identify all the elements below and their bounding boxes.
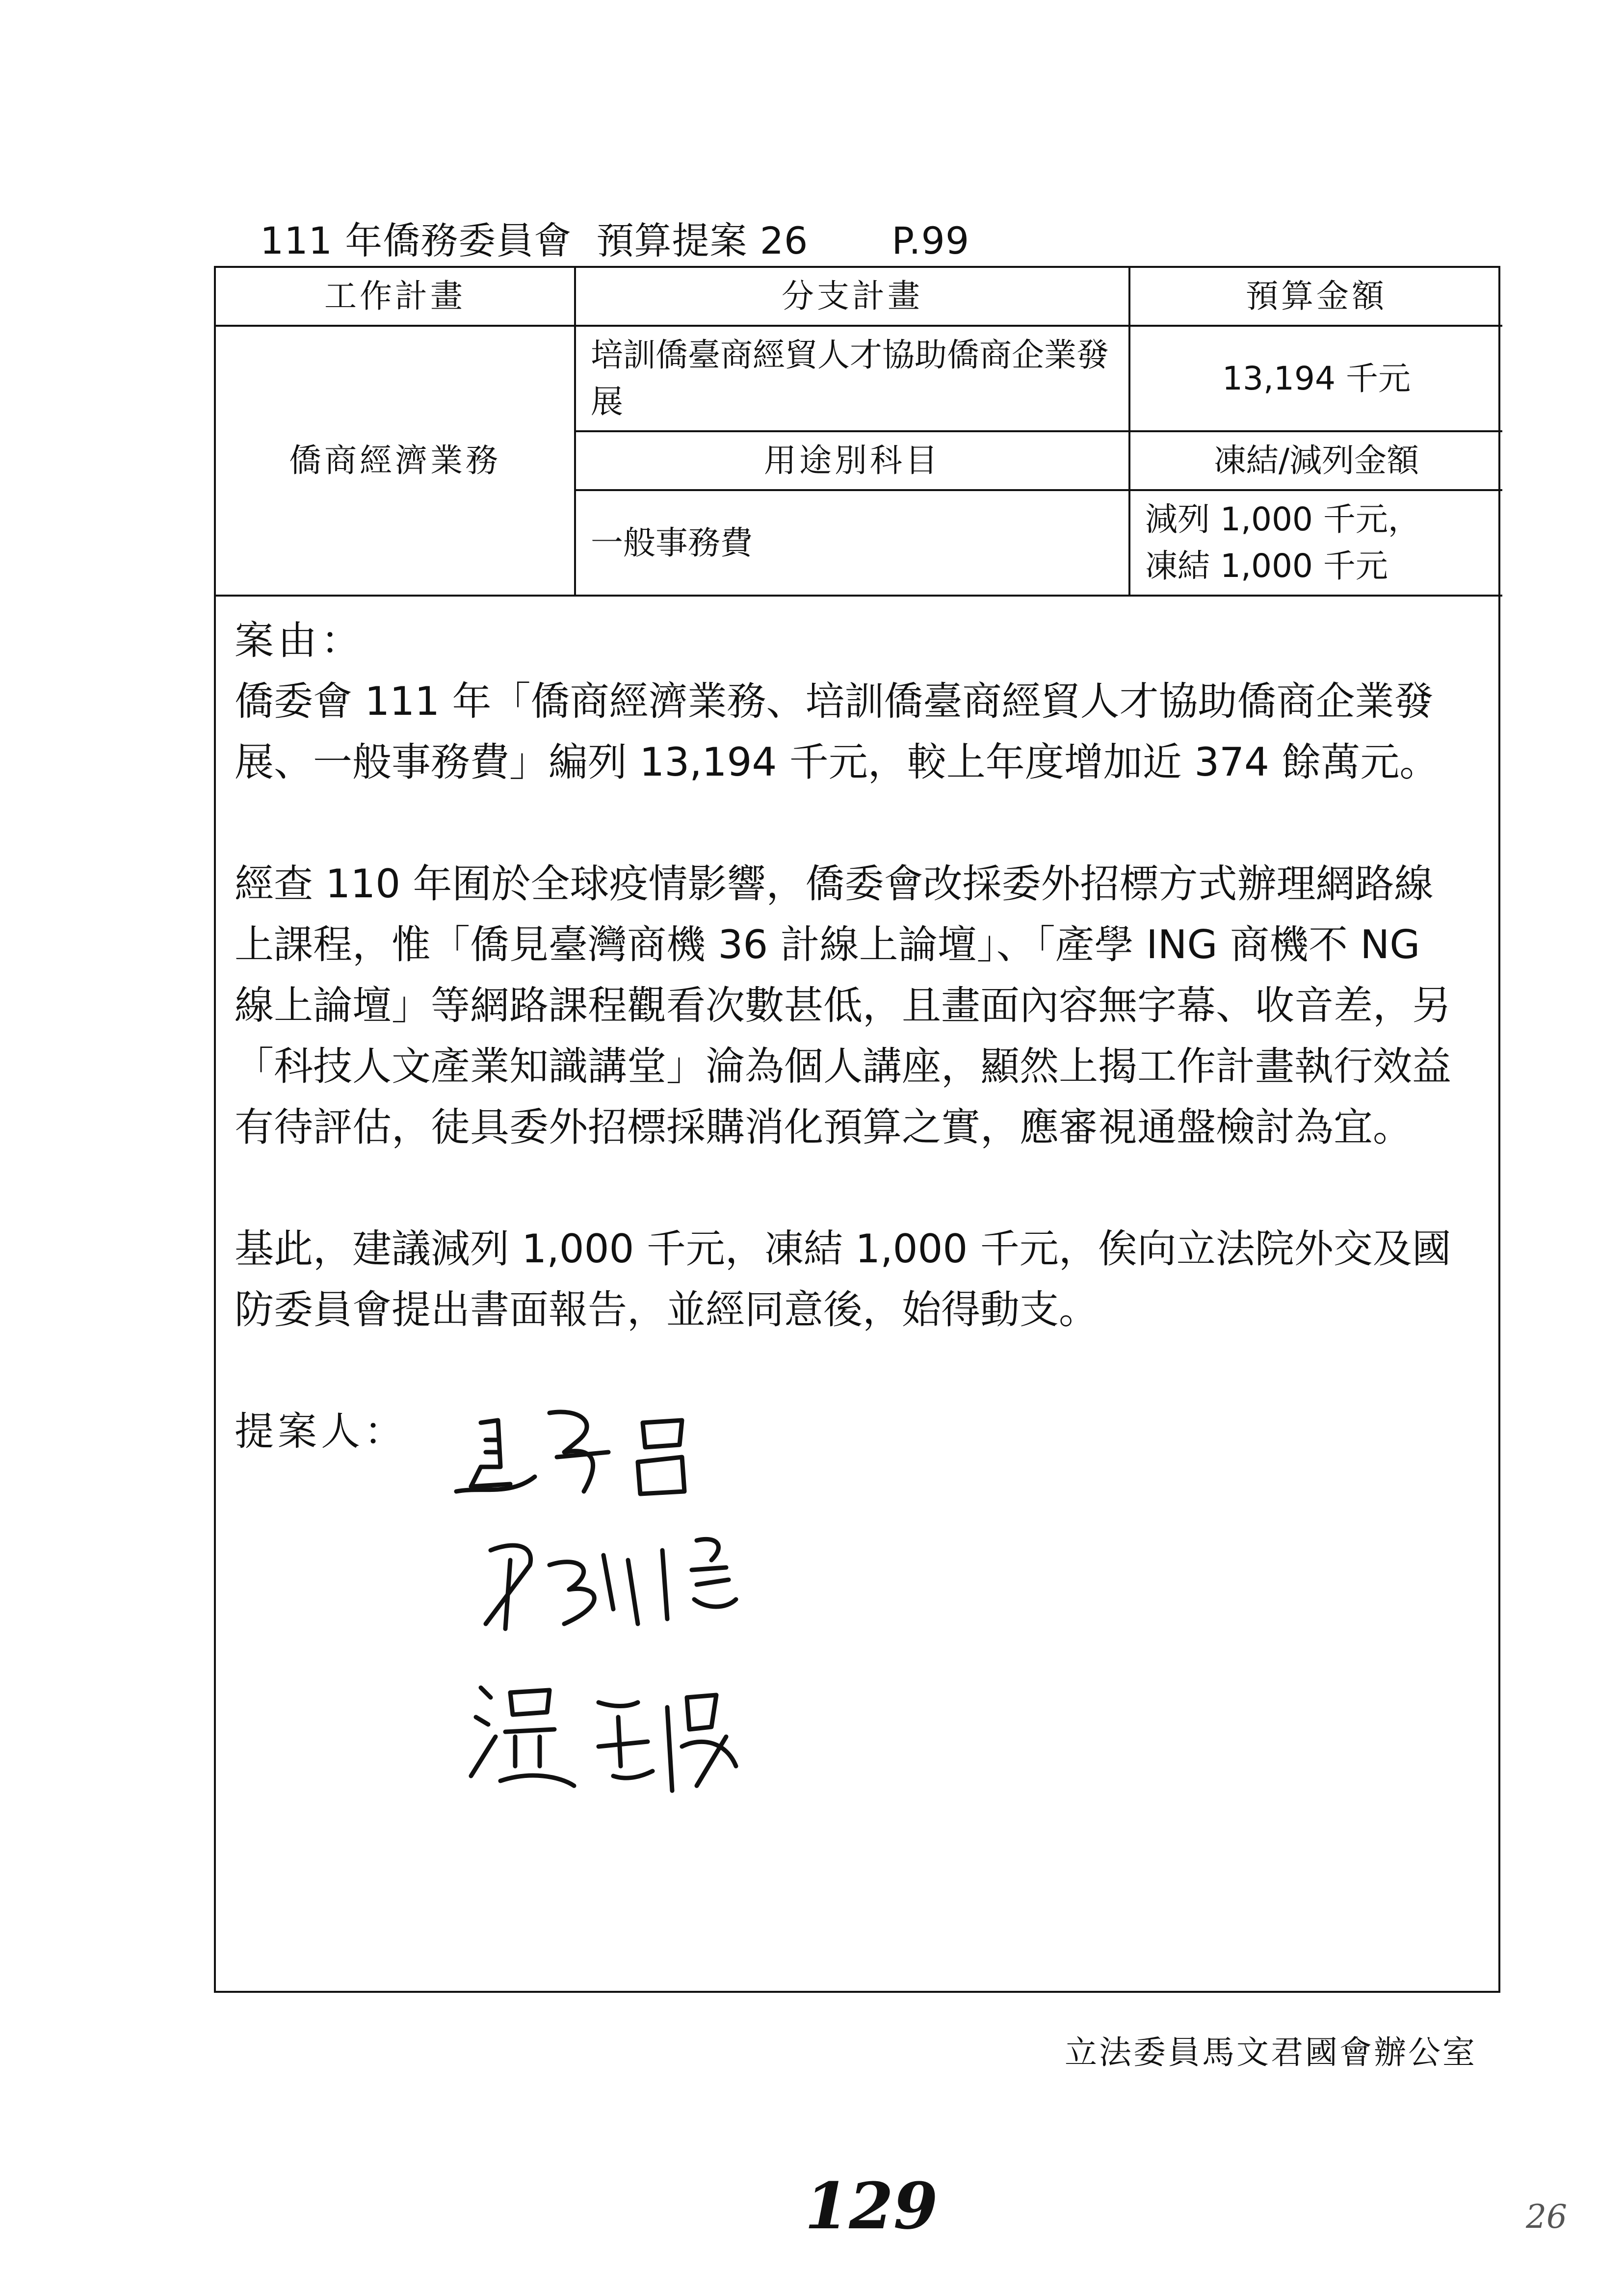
page-header [260, 211, 969, 264]
use-category-header: 用途別科目 [575, 431, 1129, 490]
reason-paragraph-2: 經查 110 年囿於全球疫情影響，僑委會改採委外招標方式辦理網路線上課程，惟「僑見臺灣商機 36 計線上論壇」、「產學 ING 商機不 NG 線上論壇」等網路課程觀看次數甚低，且畫面內容無字幕、收音差，另「科技人文產業知識講堂」淪為個人講座，顯然上揭工作計畫執行效益有待評估，徒具委外招標採購消化預算之實，應審視通盤檢討為宜。 [235, 861, 1451, 1150]
proposer-label: 提案人： [235, 1409, 407, 1455]
branch-plan-header: 分支計畫 [575, 268, 1129, 326]
handwritten-page-number: 129 [805, 2168, 938, 2244]
branch-plan-cell: 培訓僑臺商經貿人才協助僑商企業發展 [575, 326, 1129, 431]
office-footer: 立法委員馬文君國會辦公室 [1065, 2034, 1477, 2071]
reason-section [216, 597, 1498, 1462]
freeze-cut-header: 凍結/減列金額 [1129, 431, 1502, 490]
budget-amount-cell: 13,194 千元 [1129, 326, 1502, 431]
reason-paragraph-1: 僑委會 111 年「僑商經濟業務、培訓僑臺商經貿人才協助僑商企業發展、一般事務費」編列 13,194 千元，較上年度增加近 374 餘萬元。 [235, 678, 1439, 785]
signature-3 [471, 1688, 736, 1791]
reason-title: 案由： [235, 618, 364, 664]
signature-2 [486, 1539, 736, 1629]
page-reference: P.99 [891, 219, 970, 262]
signature-1 [456, 1412, 684, 1494]
freeze-amount: 凍結 1,000 千元 [1145, 547, 1388, 585]
proposal-title: 111 年僑務委員會 預算提案 26 [260, 219, 809, 262]
budget-amount-header: 預算金額 [1129, 268, 1502, 326]
budget-table [216, 268, 1502, 597]
handwritten-signatures [451, 1393, 942, 1835]
use-category-cell: 一般事務費 [575, 490, 1129, 596]
freeze-cut-cell [1129, 490, 1502, 596]
reason-paragraph-3: 基此，建議減列 1,000 千元，凍結 1,000 千元，俟向立法院外交及國防委員會提出書面報告，並經同意後，始得動支。 [235, 1226, 1451, 1333]
margin-page-number: 26 [1526, 2198, 1567, 2236]
work-plan-cell: 僑商經濟業務 [216, 326, 575, 596]
cut-amount: 減列 1,000 千元， [1145, 500, 1420, 538]
work-plan-header: 工作計畫 [216, 268, 575, 326]
